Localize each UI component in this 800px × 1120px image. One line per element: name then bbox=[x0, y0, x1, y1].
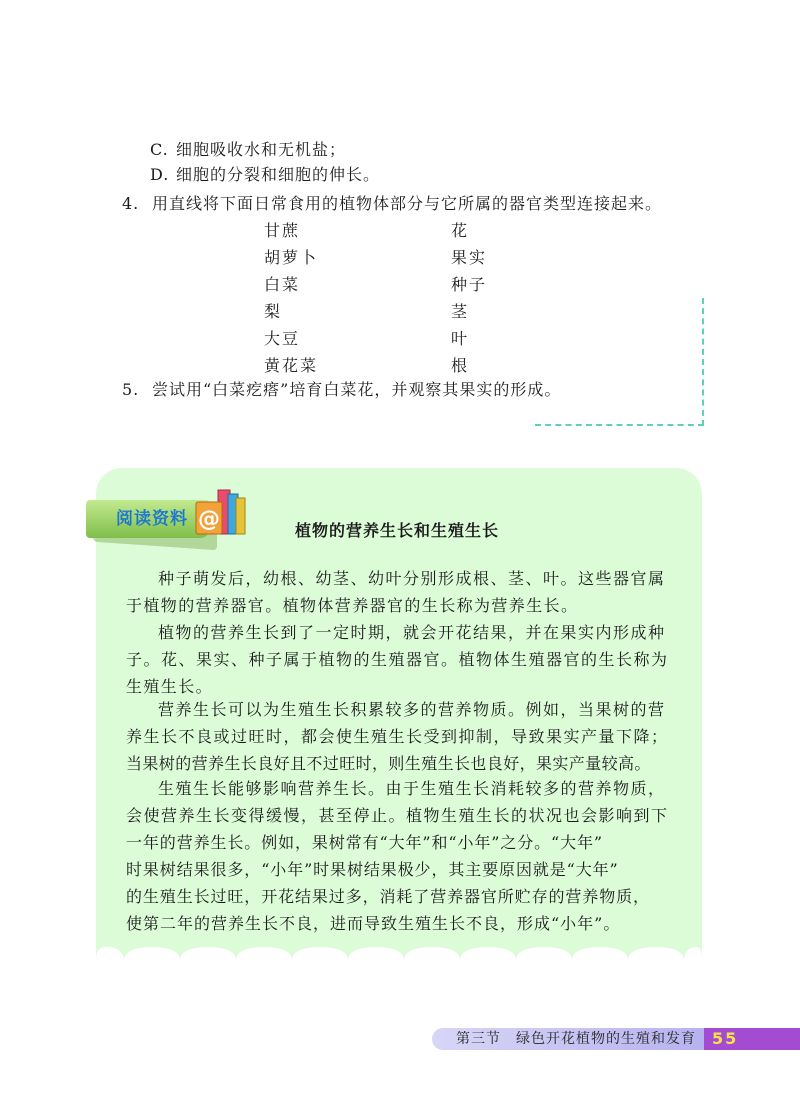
match-left-item: 白菜 bbox=[264, 275, 301, 294]
match-left-item: 梨 bbox=[264, 302, 283, 321]
answer-dashed-box bbox=[535, 298, 704, 426]
paragraph-line: 一年的营养生长。例如，果树常有“大年”和“小年”之分。“大年” bbox=[126, 833, 603, 852]
page-number: 55 bbox=[712, 1029, 739, 1048]
paragraph-line: 时果树结果很多，“小年”时果树结果极少，其主要原因就是“大年” bbox=[126, 860, 619, 879]
paragraph-line: 养生长不良或过旺时，都会使生殖生长受到抑制，导致果实产量下降； bbox=[126, 727, 669, 746]
reading-title: 植物的营养生长和生殖生长 bbox=[295, 521, 500, 540]
question-5-number: 5. bbox=[122, 380, 140, 399]
match-right-item: 叶 bbox=[451, 329, 470, 348]
option-c-label: C. bbox=[150, 140, 169, 159]
paragraph-line: 植物的营养生长到了一定时期，就会开花结果，并在果实内形成种 bbox=[158, 623, 666, 642]
match-left-item: 甘蔗 bbox=[264, 221, 301, 240]
at-symbol: @ bbox=[198, 507, 220, 532]
option-c-text: 细胞吸收水和无机盐； bbox=[176, 140, 347, 159]
footer-section-title: 第三节 绿色开花植物的生殖和发育 bbox=[432, 1028, 704, 1050]
match-right-item: 种子 bbox=[451, 275, 488, 294]
books-at-icon bbox=[192, 486, 248, 538]
paragraph-line: 使第二年的营养生长不良，进而导致生殖生长不良，形成“小年”。 bbox=[126, 914, 621, 933]
match-left-item: 胡萝卜 bbox=[264, 248, 319, 267]
paragraph-line: 当果树的营养生长良好且不过旺时，则生殖生长也良好，果实产量较高。 bbox=[126, 754, 651, 773]
option-c bbox=[150, 140, 346, 160]
paragraph-line: 会使营养生长变得缓慢，甚至停止。植物生殖生长的状况也会影响到下 bbox=[126, 806, 669, 825]
question-5 bbox=[122, 380, 561, 400]
panel-scallop-edge bbox=[96, 943, 702, 983]
paragraph-line: 种子萌发后，幼根、幼茎、幼叶分别形成根、茎、叶。这些器官属 bbox=[158, 569, 666, 588]
option-d bbox=[150, 165, 380, 185]
option-d-text: 细胞的分裂和细胞的伸长。 bbox=[176, 165, 381, 184]
match-right-item: 根 bbox=[451, 356, 470, 375]
paragraph-line: 生殖生长。 bbox=[126, 677, 214, 696]
match-right-item: 果实 bbox=[451, 248, 488, 267]
question-4-text: 用直线将下面日常食用的植物体部分与它所属的器官类型连接起来。 bbox=[152, 194, 663, 213]
paragraph-line: 于植物的营养器官。植物体营养器官的生长称为营养生长。 bbox=[126, 596, 579, 615]
question-4 bbox=[122, 194, 662, 214]
match-right-item: 茎 bbox=[451, 302, 470, 321]
paragraph-line: 的生殖生长过旺，开花结果过多，消耗了营养器官所贮存的营养物质， bbox=[126, 887, 650, 906]
paragraph-line: 生殖生长能够影响营养生长。由于生殖生长消耗较多的营养物质， bbox=[158, 779, 666, 798]
question-5-text: 尝试用“白菜疙瘩”培育白菜花，并观察其果实的形成。 bbox=[152, 380, 562, 399]
paragraph-line: 子。花、果实、种子属于植物的生殖器官。植物体生殖器官的生长称为 bbox=[126, 650, 669, 669]
option-d-label: D. bbox=[150, 165, 170, 184]
match-left-item: 大豆 bbox=[264, 329, 301, 348]
reading-tab: 阅读资料 bbox=[86, 500, 210, 538]
match-left-item: 黄花菜 bbox=[264, 356, 319, 375]
paragraph-line: 营养生长可以为生殖生长积累较多的营养物质。例如，当果树的营 bbox=[158, 700, 666, 719]
match-right-item: 花 bbox=[451, 221, 470, 240]
question-4-number: 4. bbox=[122, 194, 140, 213]
